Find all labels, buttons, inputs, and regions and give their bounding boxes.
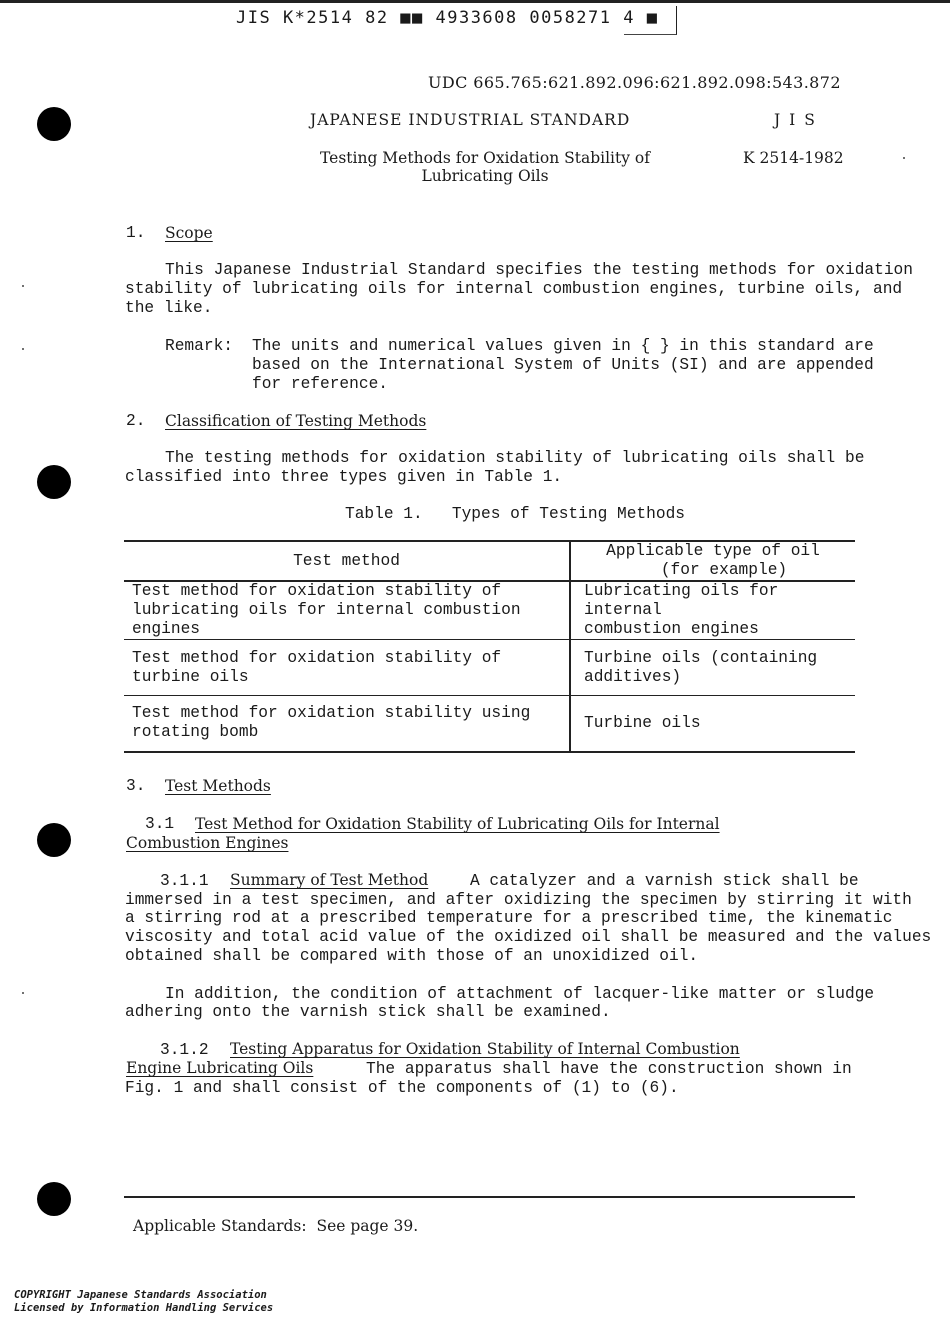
paragraph-line: The apparatus shall have the construction shown in — [366, 1060, 852, 1078]
table-cell: Test method for oxidation stability of lubricating oils for internal combustion engines — [124, 581, 570, 640]
table-cell: Test method for oxidation stability of turbine oils — [124, 640, 570, 696]
binder-hole — [37, 1182, 71, 1216]
remark-label: Remark: — [165, 337, 233, 355]
copyright-notice: COPYRIGHT Japanese Standards Association Licensed by Information Handling Services — [14, 1289, 274, 1314]
section-number: 1. — [126, 224, 146, 242]
remark-line: for reference. — [252, 375, 388, 393]
paragraph-line: viscosity and total acid value of the oxidized oil shall be measured and the values — [125, 928, 932, 946]
methods-table — [124, 540, 855, 753]
section-heading-classification: Classification of Testing Methods — [165, 412, 427, 430]
header-oil-type: Applicable type of oil (for example) — [570, 541, 855, 581]
paragraph-line: The testing methods for oxidation stability of lubricating oils shall be — [165, 449, 865, 467]
subsection-heading-line: Engine Lubricating Oils — [126, 1059, 314, 1077]
scan-speck — [22, 992, 24, 994]
paragraph-line: In addition, the condition of attachment of lacquer-like matter or sludge — [165, 985, 875, 1003]
table-row — [124, 581, 855, 640]
paragraph-line: This Japanese Industrial Standard specifies the testing methods for oxidation — [165, 261, 913, 279]
section-heading-test-methods: Test Methods — [165, 777, 271, 795]
scan-speck — [22, 348, 24, 350]
scan-speck — [22, 285, 24, 287]
binder-hole — [37, 823, 71, 857]
table-header-row — [124, 541, 855, 581]
jis-label: J I S — [774, 111, 817, 129]
header-corner-box — [624, 6, 677, 35]
binder-hole — [37, 107, 71, 141]
subsection-number: 3.1.2 — [160, 1041, 209, 1059]
udc-code: UDC 665.765:621.892.096:621.892.098:543.872 — [428, 73, 841, 92]
paragraph-line: obtained shall be compared with those of an unoxidized oil. — [125, 947, 699, 965]
paragraph-line: classified into three types given in Table 1. — [125, 468, 563, 486]
document-code-line: JIS K*2514 82 ■■ 4933608 0058271 4 ■ — [236, 8, 659, 28]
remark-line: The units and numerical values given in { } in this standard are — [252, 337, 874, 355]
header-test-method: Test method — [124, 541, 570, 581]
table-cell: Turbine oils — [570, 696, 855, 752]
doc-title-line2: Lubricating Oils — [421, 167, 549, 185]
paragraph-line: Fig. 1 and shall consist of the components of (1) to (6). — [125, 1079, 679, 1097]
paragraph-line: immersed in a test specimen, and after oxidizing the specimen by stirring it with — [125, 891, 912, 909]
top-border — [0, 0, 950, 3]
subsection-heading-line: Test Method for Oxidation Stability of Lubricating Oils for Internal — [195, 815, 720, 833]
binder-hole — [37, 465, 71, 499]
subsection-heading-line: Testing Apparatus for Oxidation Stability of Internal Combustion — [230, 1040, 740, 1058]
section-number: 3. — [126, 777, 146, 795]
subsection-heading-line: Combustion Engines — [126, 834, 289, 852]
table-cell: Lubricating oils for internal combustion engines — [570, 581, 855, 640]
table-row — [124, 640, 855, 696]
remark-line: based on the International System of Units (SI) and are appended — [252, 356, 874, 374]
table-cell: Test method for oxidation stability using rotating bomb — [124, 696, 570, 752]
org-title: JAPANESE INDUSTRIAL STANDARD — [310, 111, 631, 129]
standard-number: K 2514-1982 — [743, 149, 844, 167]
paragraph-line: A catalyzer and a varnish stick shall be — [470, 872, 859, 890]
paragraph-line: the like. — [125, 299, 213, 317]
scan-speck — [903, 157, 905, 159]
table-row — [124, 696, 855, 752]
paragraph-line: a stirring rod at a prescribed temperature for a prescribed time, the kinematic — [125, 909, 893, 927]
subsection-heading-summary: Summary of Test Method — [230, 871, 429, 889]
table-caption: Table 1. Types of Testing Methods — [345, 505, 685, 523]
paragraph-line: adhering onto the varnish stick shall be examined. — [125, 1003, 611, 1021]
section-heading-scope: Scope — [165, 224, 213, 242]
subsection-number: 3.1.1 — [160, 872, 209, 890]
doc-title-line1: Testing Methods for Oxidation Stability of — [320, 149, 650, 167]
subsection-number: 3.1 — [145, 815, 175, 833]
section-number: 2. — [126, 412, 146, 430]
paragraph-line: stability of lubricating oils for internal combustion engines, turbine oils, and — [125, 280, 903, 298]
table-cell: Turbine oils (containing additives) — [570, 640, 855, 696]
applicable-standards: Applicable Standards: See page 39. — [133, 1217, 419, 1235]
footer-rule — [124, 1196, 855, 1198]
